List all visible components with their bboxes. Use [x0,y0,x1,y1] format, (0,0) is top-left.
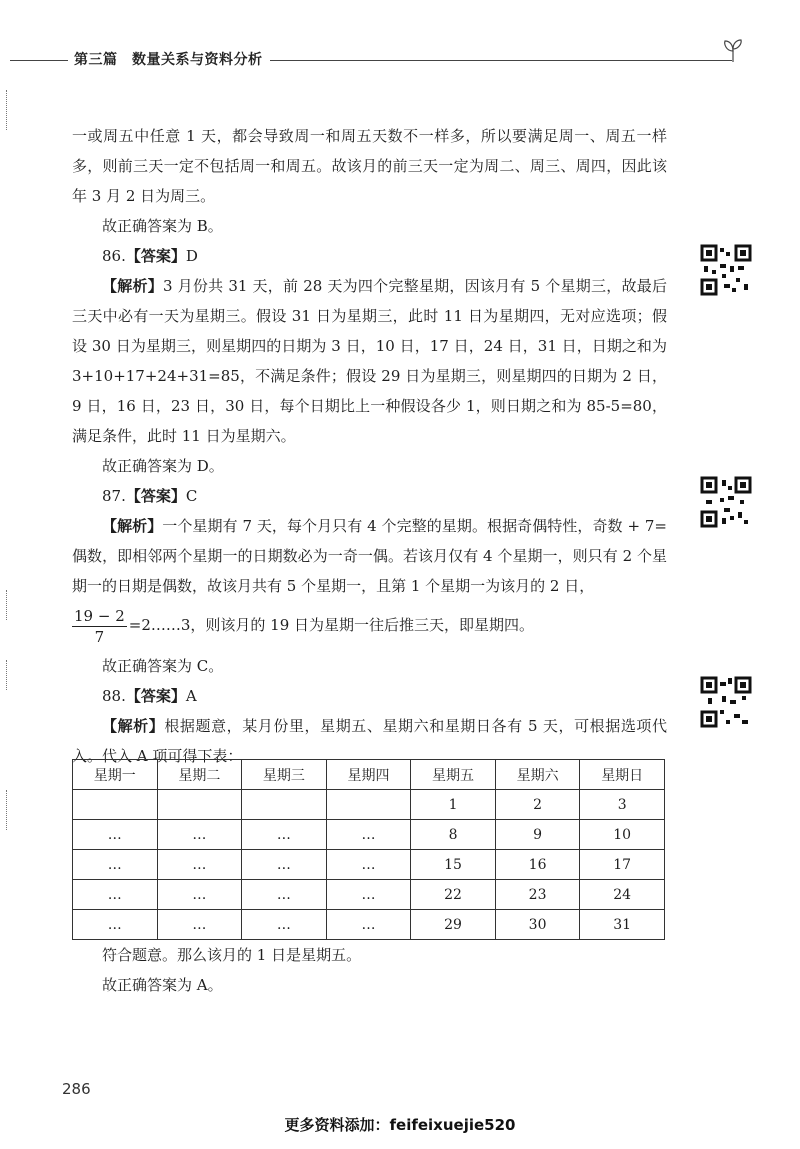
table-cell: 9 [495,820,580,850]
table-cell: … [157,880,242,910]
table-row [73,910,665,940]
footer-note: 更多资料添加：feifeixuejie520 [284,1116,516,1134]
table-row [73,820,665,850]
fraction [72,606,127,647]
table-cell: … [157,820,242,850]
table-cell: … [73,820,158,850]
header-rule-left [10,60,68,61]
header-rule-right [270,60,732,61]
answer-letter: C [185,487,198,505]
question-87-answer [72,481,667,511]
table-cell: … [73,850,158,880]
answer-letter: A [185,686,197,705]
table-cell: 10 [580,820,665,850]
question-number: 86. [102,247,126,265]
table-cell [157,790,242,820]
fraction-rest: =2……3，则该月的 19 日为星期一往后推三天，即星期四。 [128,616,535,634]
qr-code-icon [700,676,752,728]
conclusion-text [72,940,667,1000]
analysis-tag: 【解析】 [102,517,163,535]
table-header-cell: 星期一 [73,760,158,790]
table-cell: 2 [495,790,580,820]
question-86-analysis [72,271,667,451]
table-cell: 1 [411,790,496,820]
analysis-tag: 【解析】 [102,716,165,735]
answer-statement: 故正确答案为 D。 [102,457,224,475]
table-header-cell: 星期六 [495,760,580,790]
paragraph: 符合题意。那么该月的 1 日是星期五。 [102,946,362,964]
question-86-answer [72,241,667,271]
answer-tag: 【答案】 [125,487,186,505]
table-cell: 8 [411,820,496,850]
table-row [73,850,665,880]
table-cell: … [242,880,327,910]
table-cell: … [326,850,411,880]
answer-tag: 【答案】 [125,247,186,265]
table-cell [242,790,327,820]
table-cell: 15 [411,850,496,880]
leaf-icon [722,38,744,66]
question-number: 88. [102,686,126,705]
table-header-row [73,760,665,790]
analysis-tag: 【解析】 [102,277,164,295]
margin-dots [6,660,9,690]
table-cell: 29 [411,910,496,940]
table-cell: 31 [580,910,665,940]
table-cell [73,790,158,820]
table-row [73,880,665,910]
fraction-numerator: 19 − 2 [74,606,125,625]
margin-dots [6,590,9,620]
question-88-answer [72,681,667,711]
table-cell: … [157,850,242,880]
table-header-cell: 星期四 [326,760,411,790]
table-cell: … [326,820,411,850]
header-title: 第三篇 数量关系与资料分析 [68,49,269,69]
table-cell: 22 [411,880,496,910]
page-number: 286 [62,1080,91,1098]
question-87-analysis [72,511,667,601]
table-cell: 17 [580,850,665,880]
fraction-line [72,605,667,647]
body-text [72,121,667,771]
table-cell: 23 [495,880,580,910]
table-cell: 16 [495,850,580,880]
qr-code-icon [700,244,752,296]
table-row [73,790,665,820]
table-header-cell: 星期五 [411,760,496,790]
table-header-cell: 星期二 [157,760,242,790]
answer-statement: 故正确答案为 C。 [102,656,224,675]
analysis-text: 根据题意，某月份里，星期五、星期六和星期日各有 5 天，可根据选项代入。代入 A 项可得下表： [72,716,667,765]
table-cell: … [242,850,327,880]
analysis-text: 一个星期有 7 天，每个月只有 4 个完整的星期。根据奇偶特性，奇数 + 7= 偶数，即相邻两个星期一的日期数必为一奇一偶。若该月仅有 4 个星期一，则只有 2 个星期一的日期是偶数，故该月共有 5 个星期一，且第 1 个星期一为该月的 2 日， [72,517,667,595]
table-cell: … [73,910,158,940]
table-cell: … [73,880,158,910]
answer-statement: 故正确答案为 A。 [102,976,223,994]
answer-tag: 【答案】 [125,686,186,705]
paragraph: 一或周五中任意 1 天，都会导致周一和周五天数不一样多，所以要满足周一、周五一样多，则前三天一定不包括周一和周五。故该月的前三天一定为周二、周三、周四，因此该年 3 月 2 日为周三。 [72,127,667,205]
question-number: 87. [102,487,126,505]
table-cell: … [242,910,327,940]
table-cell: … [326,880,411,910]
answer-letter: D [185,247,198,265]
calendar-table [72,759,665,940]
table-cell [326,790,411,820]
table-cell: … [326,910,411,940]
qr-code-icon [700,476,752,528]
table-cell: 3 [580,790,665,820]
table-header-cell: 星期三 [242,760,327,790]
table-cell: … [157,910,242,940]
table-cell: 24 [580,880,665,910]
answer-statement: 故正确答案为 B。 [102,217,223,235]
margin-dots [6,90,9,130]
fraction-denominator: 7 [94,627,105,646]
margin-dots [6,790,9,830]
table-cell: … [242,820,327,850]
analysis-text: 3 月份共 31 天，前 28 天为四个完整星期，因该月有 5 个星期三，故最后三天中必有一天为星期三。假设 31 日为星期三，此时 11 日为星期四，无对应选项；假设 30 日为星期三，则星期四的日期为 3 日，10 日，17 日，24 日，31 日，日期之和为 3+10+17+24+31=85，不满足条件；假设 29 日为星期三，则星期四的日期为 2 日，9 日，16 日，23 日，30 日，每个日期比上一种假设各少 1，则日期之和为 85-5=80，满足条件，此时 11 日为星期六。 [72,277,667,445]
table-cell: 30 [495,910,580,940]
table-header-cell: 星期日 [580,760,665,790]
